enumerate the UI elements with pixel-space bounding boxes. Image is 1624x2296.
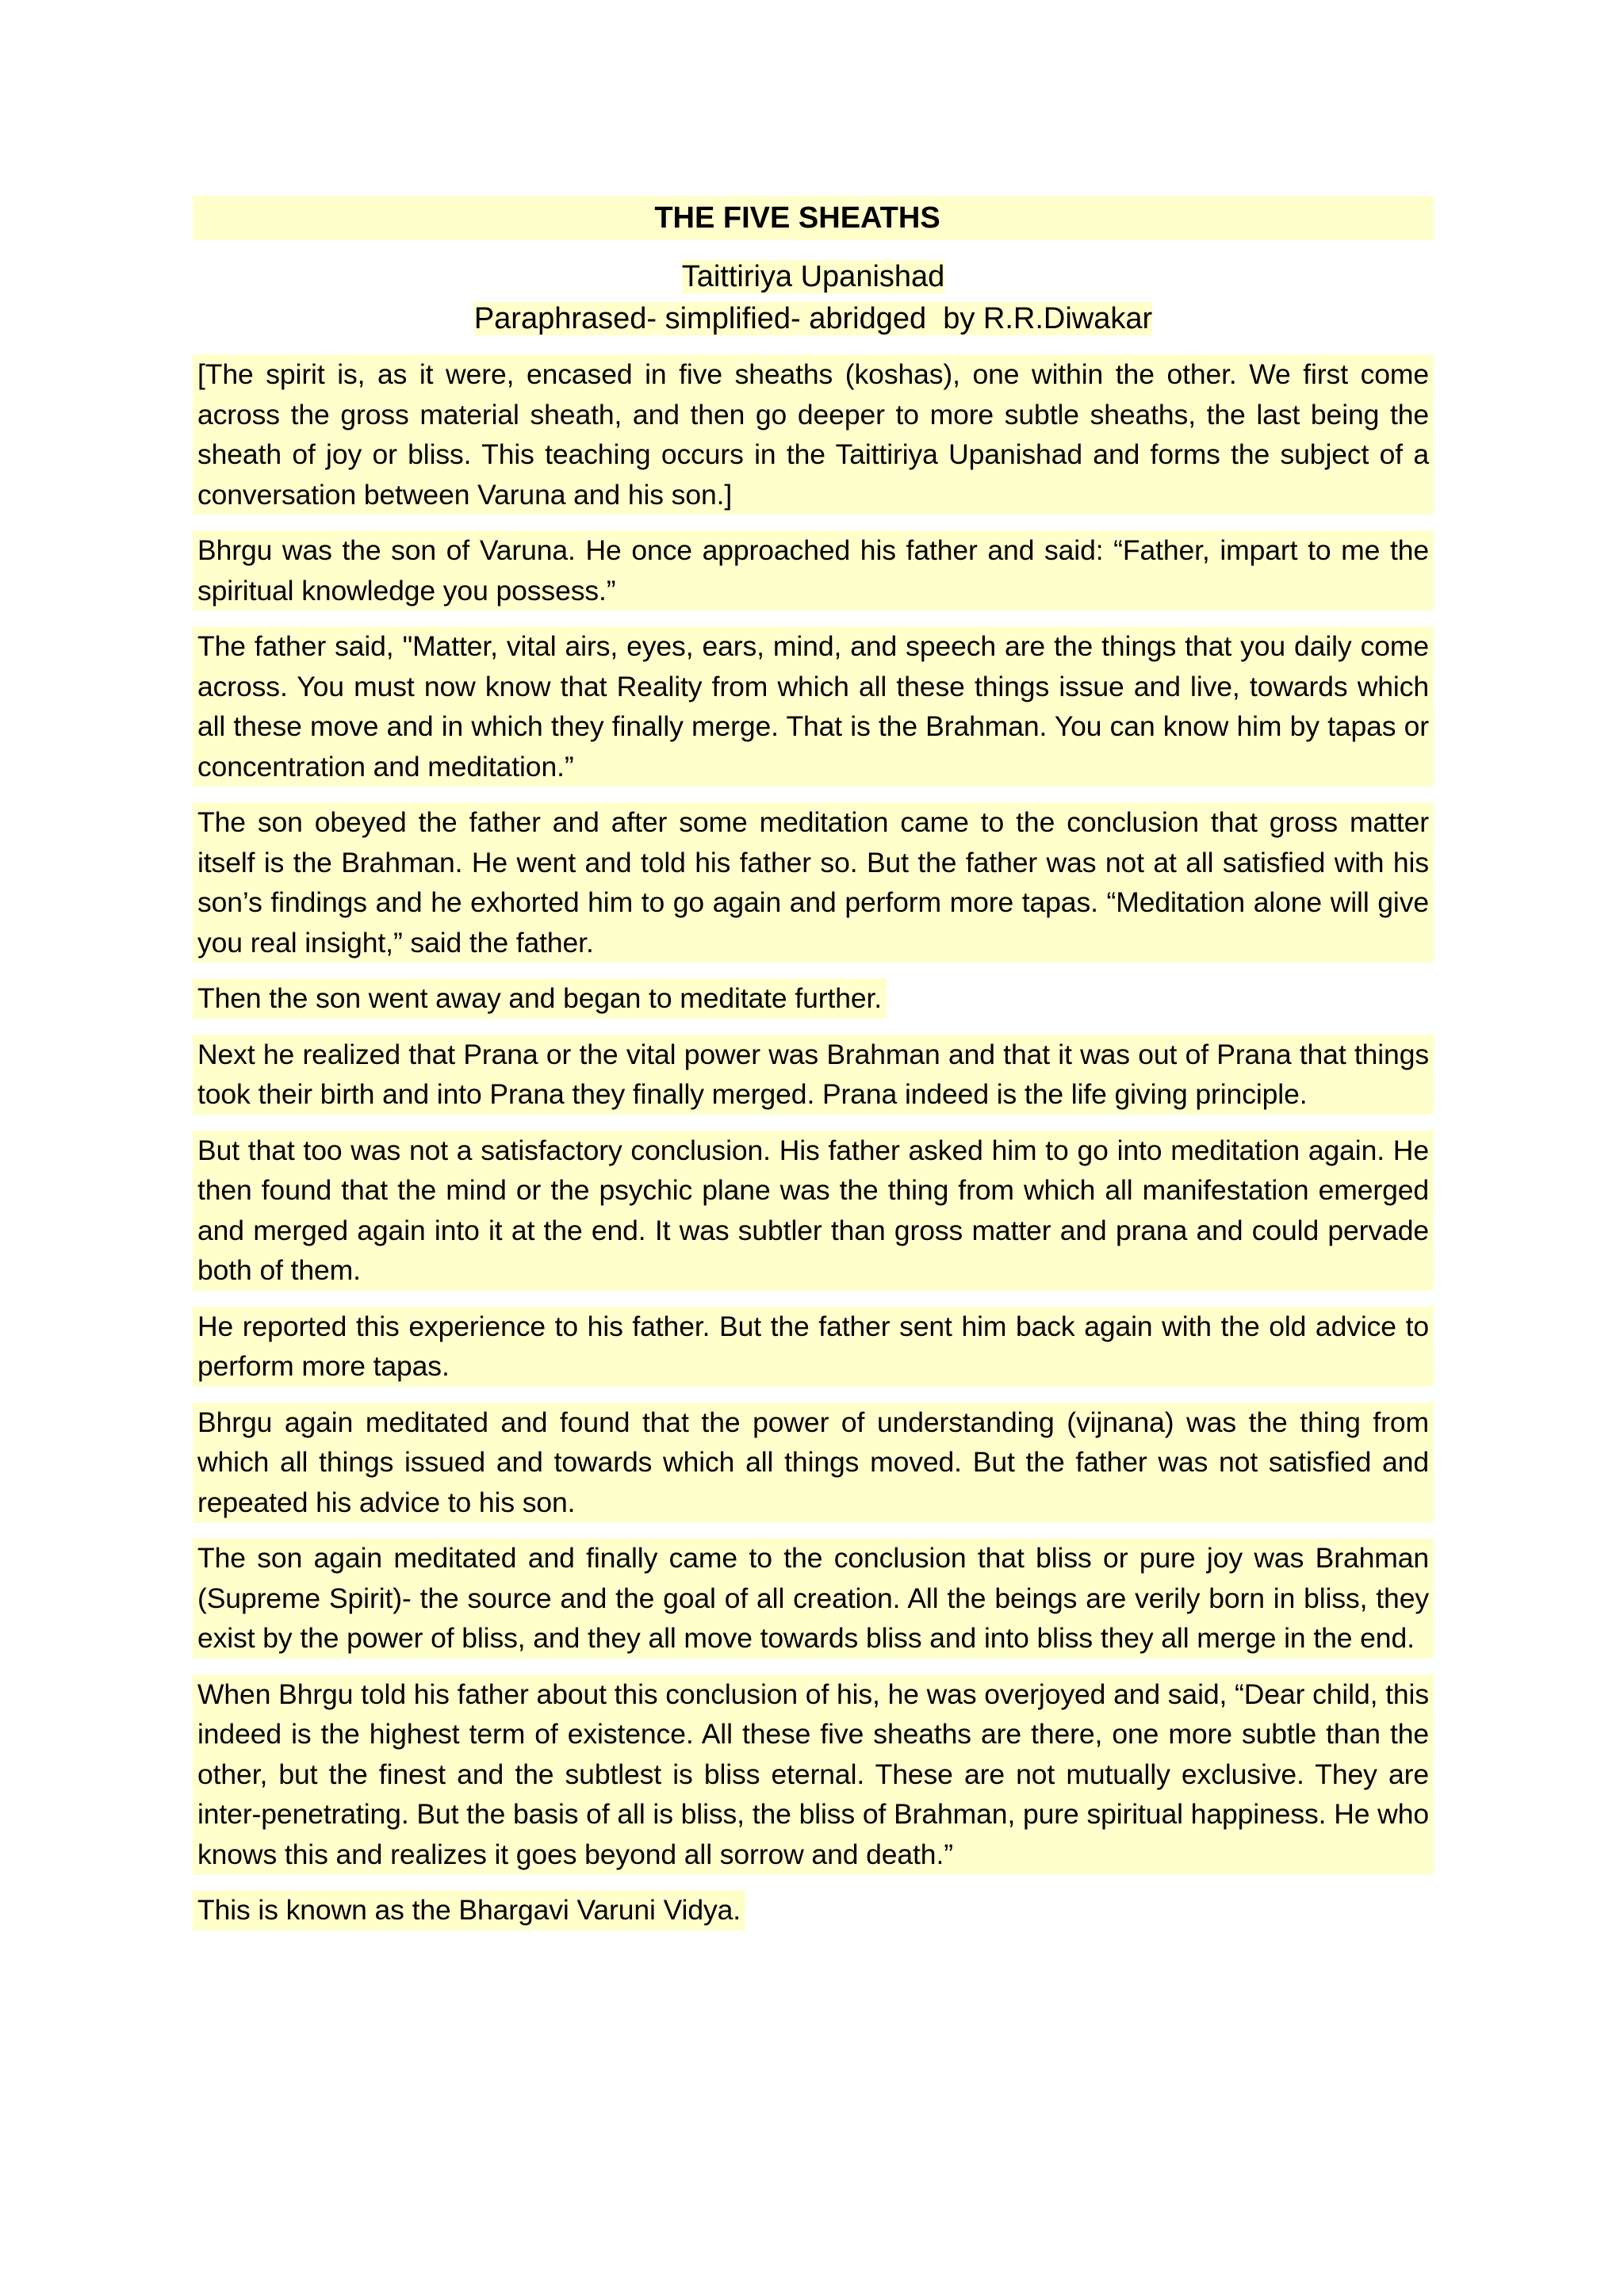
paragraph: When Bhrgu told his father about this conclusion of his, he was overjoyed and said, “Dear child, this indeed is the highest term of existence. All these five sheaths are there, one more subtle than the other, but the finest and the subtlest is bliss eternal. These are not mutually exclusive. They are inter-penetrating. But the basis of all is bliss, the bliss of Brahman, pure spiritual happiness. He who knows this and realizes it goes beyond all sorrow and death.”	[193, 1674, 1434, 1875]
paragraph: The son again meditated and finally came to the conclusion that bliss or pure joy was Brahman (Supreme Spirit)- the source and the goal of all creation. All the beings are verily born in bliss, they exist by the power of bliss, and they all move towards bliss and into bliss they all merge in the end.	[193, 1538, 1434, 1659]
subtitle-block	[193, 256, 1434, 340]
subtitle-line-1	[193, 256, 1434, 298]
title-band	[193, 196, 1434, 240]
subtitle-attribution: Paraphrased- simplified- abridged by R.R.Diwakar	[473, 302, 1153, 335]
document-body	[193, 196, 1434, 1946]
paragraph-wrap	[193, 1890, 1434, 1931]
paragraph-intro: [The spirit is, as it were, encased in five sheaths (koshas), one within the other. We first come across the gross material sheath, and then go deeper to more subtle sheaths, the last being the sheath of joy or bliss. This teaching occurs in the Taittiriya Upanishad and forms the subject of a conversation between Varuna and his son.]	[193, 354, 1434, 515]
subtitle-line-2	[193, 298, 1434, 340]
paragraph-closing: This is known as the Bhargavi Varuni Vidya.	[193, 1890, 745, 1931]
paragraph: The son obeyed the father and after some meditation came to the conclusion that gross matter itself is the Brahman. He went and told his father so. But the father was not at all satisfied with his son’s findings and he exhorted him to go again and perform more tapas. “Meditation alone will give you real insight,” said the father.	[193, 802, 1434, 962]
paragraph: Bhrgu again meditated and found that the power of understanding (vijnana) was the thing from which all things issued and towards which all things moved. But the father was not satisfied and repeated his advice to his son.	[193, 1402, 1434, 1523]
paragraph-list	[193, 354, 1434, 1931]
paragraph: But that too was not a satisfactory conclusion. His father asked him to go into meditation again. He then found that the mind or the psychic plane was the thing from which all manifestation emerged and merged again into it at the end. It was subtler than gross matter and prana and could pervade both of them.	[193, 1131, 1434, 1291]
subtitle-source: Taittiriya Upanishad	[681, 260, 945, 293]
paragraph: Then the son went away and began to meditate further.	[193, 978, 887, 1019]
paragraph: He reported this experience to his father. But the father sent him back again with the old advice to perform more tapas.	[193, 1307, 1434, 1387]
paragraph: The father said, "Matter, vital airs, eyes, ears, mind, and speech are the things that you daily come across. You must now know that Reality from which all these things issue and live, towards which all these move and in which they finally merge. That is the Brahman. You can know him by tapas or concentration and meditation.”	[193, 626, 1434, 786]
paragraph: Next he realized that Prana or the vital power was Brahman and that it was out of Prana that things took their birth and into Prana they finally merged. Prana indeed is the life giving principle.	[193, 1035, 1434, 1115]
paragraph: Bhrgu was the son of Varuna. He once approached his father and said: “Father, impart to me the spiritual knowledge you possess.”	[193, 530, 1434, 610]
document-title: THE FIVE SHEATHS	[654, 201, 940, 235]
paragraph-wrap	[193, 978, 1434, 1019]
